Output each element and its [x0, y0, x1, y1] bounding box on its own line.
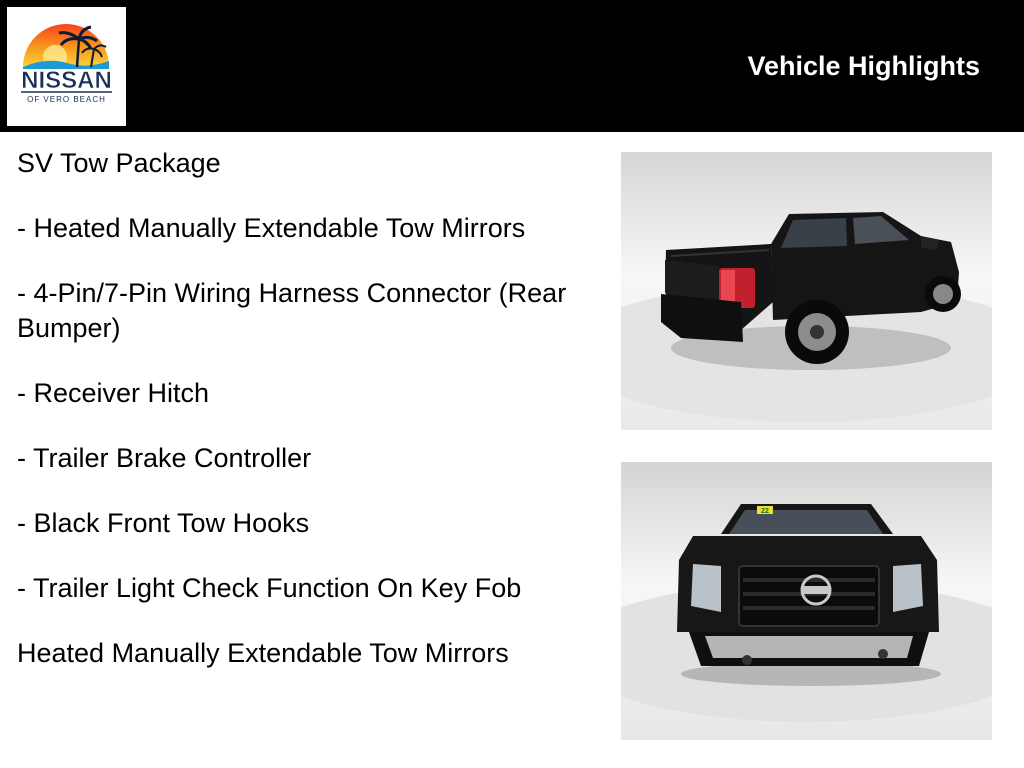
truck-rear-three-quarter-photo: [621, 152, 992, 430]
dealer-logo: [7, 7, 126, 126]
truck-front-photo: [621, 462, 992, 740]
feature-item: - Trailer Brake Controller: [17, 443, 312, 473]
logo-tagline-text: OF VERO BEACH: [27, 95, 106, 104]
feature-item: Heated Manually Extendable Tow Mirrors: [17, 638, 509, 668]
feature-list: [17, 146, 592, 701]
header-bar: [0, 0, 1024, 132]
windshield-badge-text: 22: [761, 508, 769, 515]
feature-item: - Receiver Hitch: [17, 378, 210, 408]
feature-item: - Trailer Light Check Function On Key Fob: [17, 573, 522, 603]
logo-brand-text: NISSAN: [21, 67, 112, 94]
feature-item: - Heated Manually Extendable Tow Mirrors: [17, 213, 526, 243]
feature-item: SV Tow Package: [17, 148, 221, 178]
page-title: Vehicle Highlights: [747, 51, 980, 81]
feature-item: - 4-Pin/7-Pin Wiring Harness Connector (Rear Bumper): [17, 278, 567, 343]
feature-item: - Black Front Tow Hooks: [17, 508, 310, 538]
